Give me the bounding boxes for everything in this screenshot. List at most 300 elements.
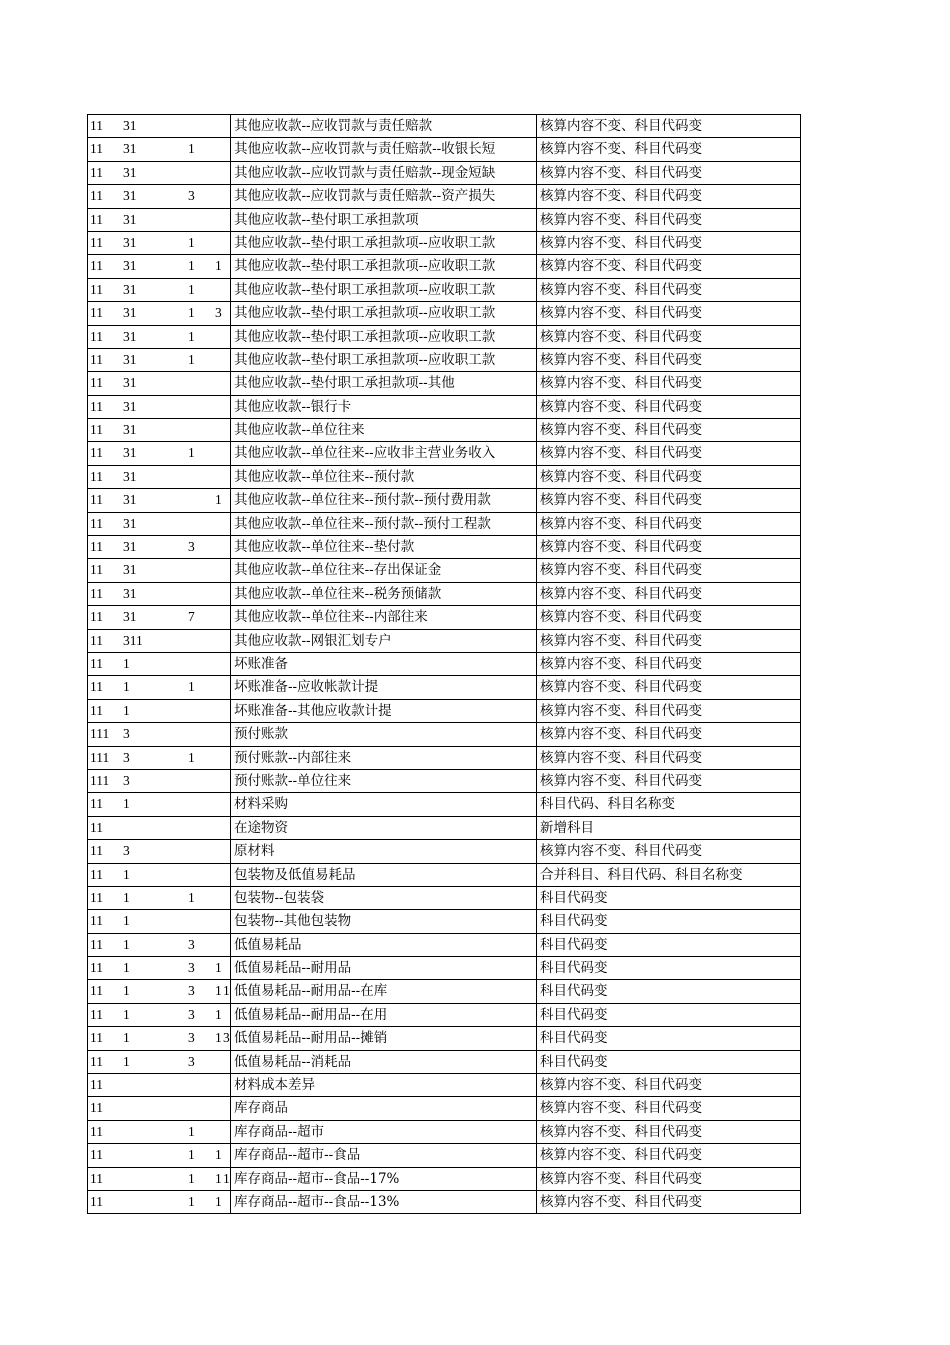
code-segment: 1 <box>188 281 195 297</box>
change-note-cell: 核算内容不变、科目代码变 <box>536 349 800 371</box>
account-name-cell: 库存商品--超市--食品--13% <box>230 1191 536 1213</box>
table-row <box>88 676 800 699</box>
code-segment: 111 <box>90 772 110 788</box>
code-segment: 1 <box>215 258 222 274</box>
code-segment: 1 <box>215 492 222 508</box>
code-segment: 11 <box>90 1170 103 1186</box>
table-row <box>88 1121 800 1144</box>
table-row <box>88 279 800 302</box>
code-segment: 11 <box>90 562 103 578</box>
change-note-cell: 核算内容不变、科目代码变 <box>536 513 800 535</box>
table-row <box>88 980 800 1003</box>
code-segment: 1 <box>188 1193 195 1209</box>
code-segment: 11 <box>90 1030 103 1046</box>
code-segment: 11 <box>90 655 103 671</box>
change-note-cell: 科目代码变 <box>536 910 800 932</box>
change-note-cell: 核算内容不变、科目代码变 <box>536 115 800 137</box>
account-code-cell <box>88 840 230 862</box>
change-note-cell: 核算内容不变、科目代码变 <box>536 232 800 254</box>
account-name-cell: 其他应收款--应收罚款与责任赔款--资产损失 <box>230 185 536 207</box>
code-segment: 1 <box>188 328 195 344</box>
code-segment: 31 <box>123 398 137 414</box>
code-segment: 1 <box>215 1147 222 1163</box>
code-segment: 3 <box>223 1030 230 1046</box>
account-code-cell <box>88 583 230 605</box>
account-name-cell: 低值易耗品--耐用品--摊销 <box>230 1027 536 1049</box>
code-segment: 31 <box>123 211 137 227</box>
code-segment: 11 <box>90 328 103 344</box>
code-segment: 1 <box>223 1170 230 1186</box>
change-note-cell: 核算内容不变、科目代码变 <box>536 1074 800 1096</box>
table-row <box>88 723 800 746</box>
account-name-cell: 包装物及低值易耗品 <box>230 864 536 886</box>
change-note-cell: 核算内容不变、科目代码变 <box>536 700 800 722</box>
code-segment: 3 <box>188 1030 195 1046</box>
account-name-cell: 坏账准备--应收帐款计提 <box>230 676 536 698</box>
account-name-cell: 其他应收款--网银汇划专户 <box>230 630 536 652</box>
code-segment: 3 <box>188 1053 195 1069</box>
code-segment: 1 <box>215 1193 222 1209</box>
code-segment: 11 <box>90 1006 103 1022</box>
change-note-cell: 核算内容不变、科目代码变 <box>536 372 800 394</box>
account-code-cell <box>88 302 230 324</box>
account-code-cell <box>88 817 230 839</box>
code-segment: 31 <box>123 468 137 484</box>
table-row <box>88 864 800 887</box>
account-code-cell <box>88 1144 230 1166</box>
table-row <box>88 255 800 278</box>
code-segment: 11 <box>90 234 103 250</box>
code-segment: 31 <box>123 609 137 625</box>
account-code-cell <box>88 1051 230 1073</box>
table-row <box>88 513 800 536</box>
account-name-cell: 预付账款--单位往来 <box>230 770 536 792</box>
code-segment: 11 <box>90 351 103 367</box>
account-name-cell: 低值易耗品--耐用品 <box>230 957 536 979</box>
table-row <box>88 910 800 933</box>
code-segment: 1 <box>123 655 130 671</box>
change-note-cell: 科目代码变 <box>536 980 800 1002</box>
code-segment: 11 <box>90 188 103 204</box>
code-segment: 1 <box>188 258 195 274</box>
code-segment: 1 <box>188 1147 195 1163</box>
change-note-cell: 科目代码变 <box>536 1027 800 1049</box>
code-segment: 1 <box>123 1053 130 1069</box>
table-row <box>88 1004 800 1027</box>
change-note-cell: 核算内容不变、科目代码变 <box>536 466 800 488</box>
change-note-cell: 科目代码变 <box>536 1051 800 1073</box>
account-name-cell: 其他应收款--垫付职工承担款项--其他 <box>230 372 536 394</box>
account-code-cell <box>88 1121 230 1143</box>
table-row <box>88 115 800 138</box>
code-segment: 31 <box>123 515 137 531</box>
account-code-cell <box>88 396 230 418</box>
account-code-cell <box>88 442 230 464</box>
code-segment: 1 <box>188 749 195 765</box>
code-segment: 11 <box>90 211 103 227</box>
code-segment: 3 <box>123 843 130 859</box>
code-segment: 11 <box>90 679 103 695</box>
table-row <box>88 653 800 676</box>
table-row <box>88 1027 800 1050</box>
code-segment: 1 <box>123 913 130 929</box>
account-code-cell <box>88 349 230 371</box>
code-segment: 1 <box>188 1170 195 1186</box>
code-segment: 31 <box>123 234 137 250</box>
table-row <box>88 840 800 863</box>
code-segment: 11 <box>90 889 103 905</box>
account-code-cell <box>88 536 230 558</box>
table-row <box>88 326 800 349</box>
code-segment: 11 <box>90 492 103 508</box>
change-note-cell: 科目代码、科目名称变 <box>536 793 800 815</box>
code-segment: 11 <box>90 305 103 321</box>
account-name-cell: 其他应收款--单位往来--垫付款 <box>230 536 536 558</box>
code-segment: 31 <box>123 422 137 438</box>
code-segment: 31 <box>123 258 137 274</box>
change-note-cell: 科目代码变 <box>536 887 800 909</box>
change-note-cell: 核算内容不变、科目代码变 <box>536 676 800 698</box>
code-segment: 1 <box>223 983 230 999</box>
change-note-cell: 核算内容不变、科目代码变 <box>536 442 800 464</box>
code-segment: 11 <box>90 118 103 133</box>
account-code-cell <box>88 606 230 628</box>
account-name-cell: 包装物--其他包装物 <box>230 910 536 932</box>
code-segment: 1 <box>123 889 130 905</box>
account-name-cell: 其他应收款--单位往来--内部往来 <box>230 606 536 628</box>
code-segment: 1 <box>215 983 222 999</box>
account-code-cell <box>88 115 230 137</box>
account-code-cell <box>88 747 230 769</box>
code-segment: 31 <box>123 445 137 461</box>
code-segment: 31 <box>123 118 137 133</box>
code-segment: 31 <box>123 539 137 555</box>
code-segment: 11 <box>90 960 103 976</box>
code-segment: 11 <box>90 375 103 391</box>
table-row <box>88 583 800 606</box>
code-segment: 3 <box>188 1006 195 1022</box>
code-segment: 11 <box>90 468 103 484</box>
change-note-cell: 核算内容不变、科目代码变 <box>536 1168 800 1190</box>
change-note-cell: 核算内容不变、科目代码变 <box>536 1191 800 1213</box>
change-note-cell: 科目代码变 <box>536 957 800 979</box>
account-name-cell: 包装物--包装袋 <box>230 887 536 909</box>
account-name-cell: 坏账准备 <box>230 653 536 675</box>
code-segment: 31 <box>123 375 137 391</box>
account-name-cell: 预付账款 <box>230 723 536 745</box>
table-row <box>88 1097 800 1120</box>
code-segment: 11 <box>90 1053 103 1069</box>
change-note-cell: 核算内容不变、科目代码变 <box>536 209 800 231</box>
change-note-cell: 新增科目 <box>536 817 800 839</box>
account-code-cell <box>88 1191 230 1213</box>
account-name-cell: 材料成本差异 <box>230 1074 536 1096</box>
change-note-cell: 核算内容不变、科目代码变 <box>536 396 800 418</box>
account-name-cell: 低值易耗品 <box>230 934 536 956</box>
change-note-cell: 核算内容不变、科目代码变 <box>536 185 800 207</box>
account-code-cell <box>88 185 230 207</box>
account-code-cell <box>88 255 230 277</box>
table-row <box>88 747 800 770</box>
account-name-cell: 坏账准备--其他应收款计提 <box>230 700 536 722</box>
account-name-cell: 其他应收款--单位往来--存出保证金 <box>230 559 536 581</box>
code-segment: 31 <box>123 562 137 578</box>
account-code-cell <box>88 887 230 909</box>
code-segment: 31 <box>123 328 137 344</box>
account-name-cell: 低值易耗品--消耗品 <box>230 1051 536 1073</box>
code-segment: 11 <box>90 445 103 461</box>
code-segment: 11 <box>90 1100 103 1116</box>
change-note-cell: 核算内容不变、科目代码变 <box>536 1097 800 1119</box>
table-row <box>88 606 800 629</box>
account-name-cell: 在途物资 <box>230 817 536 839</box>
code-segment: 11 <box>90 281 103 297</box>
change-note-cell: 核算内容不变、科目代码变 <box>536 770 800 792</box>
code-segment: 3 <box>123 772 130 788</box>
account-name-cell: 低值易耗品--耐用品--在库 <box>230 980 536 1002</box>
account-name-cell: 其他应收款--垫付职工承担款项--应收职工款 <box>230 232 536 254</box>
code-segment: 11 <box>90 1123 103 1139</box>
code-segment: 31 <box>123 492 137 508</box>
table-row <box>88 396 800 419</box>
code-segment: 1 <box>215 1006 222 1022</box>
change-note-cell: 核算内容不变、科目代码变 <box>536 630 800 652</box>
change-note-cell: 核算内容不变、科目代码变 <box>536 489 800 511</box>
account-code-cell <box>88 209 230 231</box>
account-name-cell: 其他应收款--应收罚款与责任赔款--现金短缺 <box>230 162 536 184</box>
table-row <box>88 1144 800 1167</box>
account-name-cell: 库存商品 <box>230 1097 536 1119</box>
account-name-cell: 其他应收款--垫付职工承担款项 <box>230 209 536 231</box>
code-segment: 11 <box>90 1193 103 1209</box>
account-name-cell: 库存商品--超市--食品 <box>230 1144 536 1166</box>
account-code-cell <box>88 957 230 979</box>
change-note-cell: 核算内容不变、科目代码变 <box>536 138 800 160</box>
change-note-cell: 核算内容不变、科目代码变 <box>536 840 800 862</box>
account-code-cell <box>88 723 230 745</box>
account-code-cell <box>88 1004 230 1026</box>
table-row <box>88 162 800 185</box>
account-name-cell: 预付账款--内部往来 <box>230 747 536 769</box>
account-name-cell: 材料采购 <box>230 793 536 815</box>
account-name-cell: 其他应收款--单位往来--预付款--预付费用款 <box>230 489 536 511</box>
account-code-cell <box>88 700 230 722</box>
account-code-cell <box>88 653 230 675</box>
code-segment: 1 <box>188 351 195 367</box>
table-row <box>88 466 800 489</box>
account-code-cell <box>88 934 230 956</box>
table-row <box>88 536 800 559</box>
table-row <box>88 419 800 442</box>
account-code-cell <box>88 279 230 301</box>
table-row <box>88 1051 800 1074</box>
account-code-cell <box>88 1027 230 1049</box>
code-segment: 31 <box>123 188 137 204</box>
code-segment: 11 <box>90 632 103 648</box>
code-segment: 11 <box>90 1077 103 1093</box>
account-name-cell: 其他应收款--单位往来--预付款--预付工程款 <box>230 513 536 535</box>
code-segment: 11 <box>90 585 103 601</box>
table-row <box>88 1074 800 1097</box>
account-name-cell: 其他应收款--垫付职工承担款项--应收职工款 <box>230 302 536 324</box>
code-segment: 31 <box>123 141 137 157</box>
code-segment: 1 <box>123 866 130 882</box>
change-note-cell: 核算内容不变、科目代码变 <box>536 326 800 348</box>
account-code-cell <box>88 513 230 535</box>
code-segment: 1 <box>215 960 222 976</box>
change-note-cell: 核算内容不变、科目代码变 <box>536 653 800 675</box>
change-note-cell: 核算内容不变、科目代码变 <box>536 559 800 581</box>
code-segment: 1 <box>188 141 195 157</box>
account-name-cell: 其他应收款--垫付职工承担款项--应收职工款 <box>230 349 536 371</box>
change-note-cell: 核算内容不变、科目代码变 <box>536 583 800 605</box>
account-name-cell: 其他应收款--单位往来--应收非主营业务收入 <box>230 442 536 464</box>
account-code-cell <box>88 559 230 581</box>
code-segment: 1 <box>188 1123 195 1139</box>
code-segment: 3 <box>123 726 130 742</box>
code-segment: 31 <box>123 351 137 367</box>
code-segment: 1 <box>123 960 130 976</box>
code-segment: 1 <box>123 702 130 718</box>
code-segment: 11 <box>90 913 103 929</box>
code-segment: 11 <box>90 936 103 952</box>
account-name-cell: 其他应收款--垫付职工承担款项--应收职工款 <box>230 279 536 301</box>
account-code-cell <box>88 864 230 886</box>
account-code-cell <box>88 910 230 932</box>
code-segment: 1 <box>215 1030 222 1046</box>
code-segment: 3 <box>188 188 195 204</box>
code-segment: 1 <box>188 305 195 321</box>
account-name-cell: 原材料 <box>230 840 536 862</box>
account-code-cell <box>88 138 230 160</box>
code-segment: 11 <box>90 866 103 882</box>
change-note-cell: 核算内容不变、科目代码变 <box>536 1144 800 1166</box>
code-segment: 1 <box>215 1170 222 1186</box>
change-note-cell: 核算内容不变、科目代码变 <box>536 279 800 301</box>
account-name-cell: 其他应收款--银行卡 <box>230 396 536 418</box>
code-segment: 11 <box>90 398 103 414</box>
code-segment: 3 <box>123 749 130 765</box>
code-segment: 11 <box>90 609 103 625</box>
table-row <box>88 630 800 653</box>
account-code-cell <box>88 232 230 254</box>
table-row <box>88 489 800 512</box>
code-segment: 11 <box>90 258 103 274</box>
table-row <box>88 209 800 232</box>
table-row <box>88 185 800 208</box>
account-code-cell <box>88 1168 230 1190</box>
change-note-cell: 核算内容不变、科目代码变 <box>536 419 800 441</box>
change-note-cell: 核算内容不变、科目代码变 <box>536 1121 800 1143</box>
account-name-cell: 其他应收款--垫付职工承担款项--应收职工款 <box>230 326 536 348</box>
code-segment: 31 <box>123 585 137 601</box>
table-row <box>88 1168 800 1191</box>
account-code-cell <box>88 770 230 792</box>
code-segment: 311 <box>123 632 143 648</box>
change-note-cell: 核算内容不变、科目代码变 <box>536 255 800 277</box>
account-name-cell: 其他应收款--单位往来--预付款 <box>230 466 536 488</box>
code-segment: 31 <box>123 164 137 180</box>
table-row <box>88 372 800 395</box>
code-segment: 11 <box>90 843 103 859</box>
table-row <box>88 232 800 255</box>
change-note-cell: 核算内容不变、科目代码变 <box>536 606 800 628</box>
table-row <box>88 302 800 325</box>
account-code-table <box>87 114 801 1214</box>
code-segment: 11 <box>90 1147 103 1163</box>
code-segment: 3 <box>188 539 195 555</box>
account-code-cell <box>88 1097 230 1119</box>
code-segment: 1 <box>188 445 195 461</box>
account-name-cell: 库存商品--超市--食品--17% <box>230 1168 536 1190</box>
code-segment: 7 <box>188 609 195 625</box>
code-segment: 11 <box>90 422 103 438</box>
account-code-cell <box>88 326 230 348</box>
account-name-cell: 低值易耗品--耐用品--在用 <box>230 1004 536 1026</box>
table-row <box>88 957 800 980</box>
account-name-cell: 库存商品--超市 <box>230 1121 536 1143</box>
code-segment: 11 <box>90 539 103 555</box>
account-code-cell <box>88 466 230 488</box>
code-segment: 1 <box>188 679 195 695</box>
change-note-cell: 核算内容不变、科目代码变 <box>536 536 800 558</box>
change-note-cell: 合并科目、科目代码、科目名称变 <box>536 864 800 886</box>
code-segment: 31 <box>123 305 137 321</box>
account-code-cell <box>88 793 230 815</box>
code-segment: 1 <box>123 679 130 695</box>
account-code-cell <box>88 676 230 698</box>
change-note-cell: 核算内容不变、科目代码变 <box>536 747 800 769</box>
table-row <box>88 349 800 372</box>
code-segment: 1 <box>123 983 130 999</box>
code-segment: 3 <box>215 305 222 321</box>
table-row <box>88 770 800 793</box>
account-code-cell <box>88 1074 230 1096</box>
code-segment: 1 <box>188 889 195 905</box>
code-segment: 3 <box>188 960 195 976</box>
code-segment: 11 <box>90 702 103 718</box>
code-segment: 1 <box>123 796 130 812</box>
account-code-cell <box>88 372 230 394</box>
code-segment: 3 <box>188 936 195 952</box>
account-code-cell <box>88 489 230 511</box>
code-segment: 31 <box>123 281 137 297</box>
change-note-cell: 科目代码变 <box>536 934 800 956</box>
table-row <box>88 700 800 723</box>
account-name-cell: 其他应收款--垫付职工承担款项--应收职工款 <box>230 255 536 277</box>
code-segment: 1 <box>188 234 195 250</box>
table-row <box>88 138 800 161</box>
account-name-cell: 其他应收款--单位往来 <box>230 419 536 441</box>
table-row <box>88 559 800 582</box>
account-name-cell: 其他应收款--单位往来--税务预储款 <box>230 583 536 605</box>
code-segment: 11 <box>90 983 103 999</box>
code-segment: 11 <box>90 164 103 180</box>
table-row <box>88 1191 800 1214</box>
account-name-cell: 其他应收款--应收罚款与责任赔款--收银长短 <box>230 138 536 160</box>
account-code-cell <box>88 630 230 652</box>
table-row <box>88 793 800 816</box>
change-note-cell: 核算内容不变、科目代码变 <box>536 302 800 324</box>
code-segment: 11 <box>90 819 103 835</box>
change-note-cell: 核算内容不变、科目代码变 <box>536 162 800 184</box>
account-code-cell <box>88 419 230 441</box>
code-segment: 1 <box>123 1030 130 1046</box>
table-row <box>88 887 800 910</box>
code-segment: 111 <box>90 749 110 765</box>
table-row <box>88 934 800 957</box>
account-name-cell: 其他应收款--应收罚款与责任赔款 <box>230 115 536 137</box>
